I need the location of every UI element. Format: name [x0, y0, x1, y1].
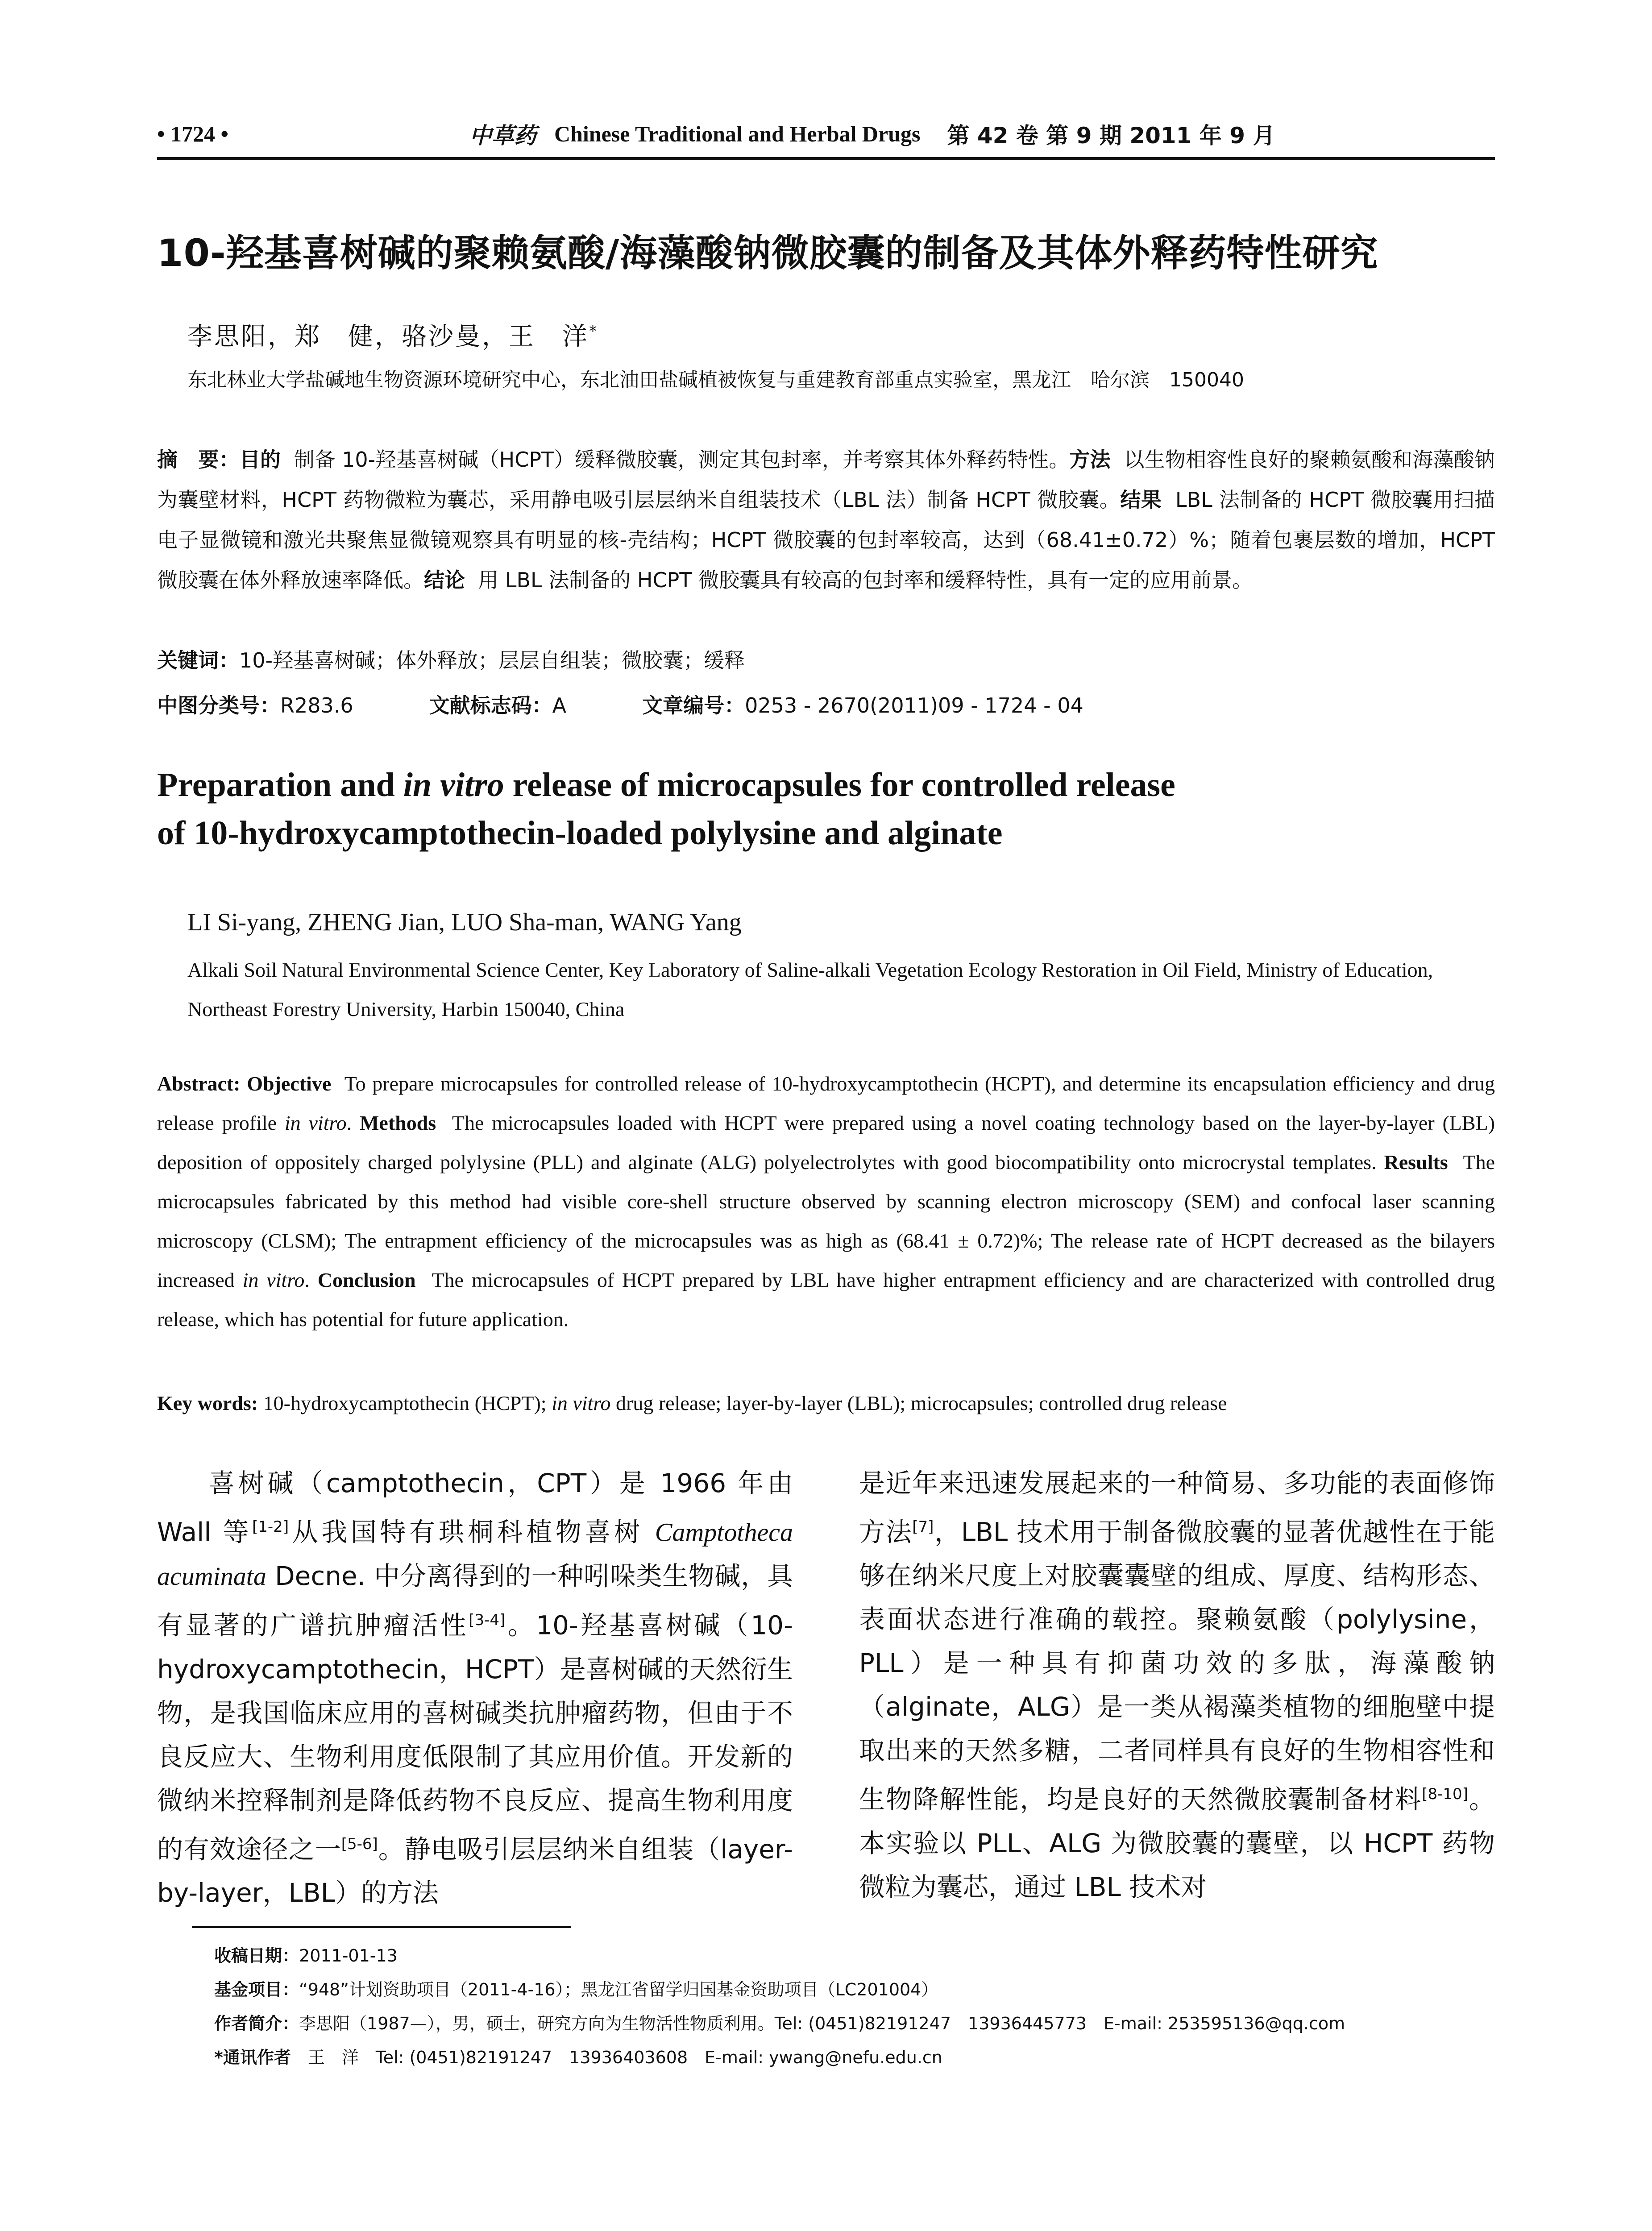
english-abstract	[157, 1064, 1495, 1339]
footnote-rule	[192, 1926, 571, 1928]
footnote-bio	[214, 2007, 1495, 2040]
keywords-label: Key words:	[157, 1392, 258, 1414]
article-value: 0253 - 2670(2011)09 - 1724 - 04	[745, 693, 1083, 717]
issue-info: 第 42 卷 第 9 期 2011 年 9 月	[947, 123, 1275, 149]
chinese-affiliation: 东北林业大学盐碱地生物资源环境研究中心，东北油田盐碱植被恢复与重建教育部重点实验室，黑龙江 哈尔滨 150040	[187, 369, 1244, 391]
citation-ref: [1-2]	[252, 1518, 289, 1536]
results-text-cn: LBL 法制备的 HCPT 微胶囊用扫描电子显微镜和激光共聚焦显微镜观察具有明显的核-壳结构；HCPT 微胶囊的包封率较高，达到（68.41±0.72）%；随着包裹层数的增加，HCPT 微胶囊在体外释放速率降低。	[157, 488, 1495, 592]
keywords-part1: 10-hydroxycamptothecin (HCPT);	[258, 1392, 552, 1414]
methods-text-cn: 以生物相容性良好的聚赖氨酸和海藻酸钠为囊壁材料，HCPT 药物微粒为囊芯，采用静电吸引层层纳米自组装技术（LBL 法）制备 HCPT 微胶囊。	[157, 448, 1495, 512]
bio-text: 李思阳（1987—），男，硕士，研究方向为生物活性物质利用。Tel: (0451)82191247 13936445773 E-mail: 253595136@qq.com	[299, 2014, 1345, 2033]
chinese-keywords	[157, 640, 1495, 680]
english-title-line2: of 10-hydroxycamptothecin-loaded polylysine and alginate	[157, 814, 1003, 852]
body-left-text-4: 。10-羟基喜树碱（10-hydroxycamptothecin，HCPT）是喜树碱的天然衍生物，是我国临床应用的喜树碱类抗肿瘤药物，但由于不良反应大、生物利用度低限制了其应用价值。开发新的微纳米控释制剂是降低药物不良反应、提高生物利用度的有效途径之一	[157, 1610, 793, 1864]
objective-text: To prepare microcapsules for controlled release of 10-hydroxycamptothecin (HCPT), and determine its encapsulation efficiency and drug release profile	[157, 1072, 1495, 1134]
methods-label: Methods	[359, 1111, 436, 1134]
english-keywords	[157, 1391, 1495, 1415]
body-column-left	[157, 1461, 793, 1915]
english-title-italic: in vitro	[403, 766, 504, 804]
header-rule	[157, 157, 1495, 160]
body-left-text-3: Decne. 中分离得到的一种吲哚类生物碱，具有显著的广谱抗肿瘤活性	[157, 1561, 793, 1641]
conclusion-label: Conclusion	[317, 1269, 416, 1291]
species-name: Camptotheca acuminata	[157, 1518, 793, 1591]
body-left-text-1: 喜树碱（camptothecin，CPT）是 1966 年由 Wall 等	[157, 1468, 793, 1547]
abstract-label-cn: 摘 要：	[157, 448, 240, 472]
body-left-text-5: 。静电吸引层层纳米自组装（layer-by-layer，LBL）的方法	[157, 1833, 793, 1908]
fund-label: 基金项目：	[214, 1980, 299, 1999]
corresponding-label: *通讯作者	[214, 2048, 291, 2067]
body-right-text-2: ，LBL 技术用于制备微胶囊的显著优越性在于能够在纳米尺度上对胶囊囊壁的组成、厚度、结构形态、表面状态进行准确的载控。聚赖氨酸（polylysine，PLL）是一种具有抑菌功效的多肽，海藻酸钠（alginate，ALG）是一类从褐藻类植物的细胞壁中提取出来的天然多糖，二者同样具有良好的生物相容性和生物降解性能，均是良好的天然微胶囊制备材料	[859, 1517, 1495, 1815]
fund-text: “948”计划资助项目（2011-4-16）；黑龙江省留学归国基金资助项目（LC201004）	[299, 1980, 938, 1999]
citation-ref: [5-6]	[341, 1835, 378, 1853]
keywords-italic: in vitro	[552, 1392, 611, 1414]
received-label: 收稿日期：	[214, 1946, 299, 1966]
classification-line	[157, 689, 1495, 719]
results-text: The microcapsules fabricated by this method had visible core-shell structure observed by scanning electron microscopy (SEM) and confocal laser scanning microscopy (CLSM); The entrapment efficiency of the microcapsules was as high as (68.41 ± 0.72)%; The release rate of HCPT decreased as the bilayers increased	[157, 1151, 1495, 1291]
keywords-text-cn: 10-羟基喜树碱；体外释放；层层自组装；微胶囊；缓释	[239, 648, 745, 672]
citation-ref: [8-10]	[1422, 1785, 1468, 1804]
doc-value: A	[552, 693, 567, 717]
english-title-part1: Preparation and	[157, 766, 403, 804]
body-left-text-2: 从我国特有珙桐科植物喜树	[289, 1517, 655, 1547]
page-number: • 1724 •	[157, 121, 229, 146]
chinese-abstract	[157, 440, 1495, 600]
abstract-objective-label: Abstract: Objective	[157, 1072, 332, 1095]
keywords-part2: drug release; layer-by-layer (LBL); microcapsules; controlled drug release	[610, 1392, 1227, 1414]
methods-text: The microcapsules loaded with HCPT were prepared using a novel coating technology based on the layer-by-layer (LBL) deposition of oppositely charged polylysine (PLL) and alginate (ALG) polyelectrolytes with good biocompatibility onto microcrystal templates.	[157, 1111, 1495, 1174]
objective-italic: in vitro	[284, 1111, 347, 1134]
citation-ref: [7]	[912, 1518, 934, 1536]
conclusion-text-cn: 用 LBL 法制备的 HCPT 微胶囊具有较高的包封率和缓释特性，具有一定的应用前景。	[478, 568, 1253, 592]
results-label: Results	[1384, 1151, 1448, 1174]
english-authors: LI Si-yang, ZHENG Jian, LUO Sha-man, WANG Yang	[187, 908, 742, 936]
footnote-fund	[214, 1973, 1495, 2007]
conclusion-label-cn: 结论	[424, 568, 465, 592]
chinese-title: 10-羟基喜树碱的聚赖氨酸/海藻酸钠微胶囊的制备及其体外释药特性研究	[157, 231, 1378, 275]
footnotes	[214, 1939, 1495, 2074]
doc-label: 文献标志码：	[429, 693, 552, 717]
journal-name-en: Chinese Traditional and Herbal Drugs	[554, 121, 921, 146]
body-right-text-1: 是近年来迅速发展起来的一种简易、多功能的表面修饰方法	[859, 1468, 1495, 1547]
english-title	[157, 761, 1495, 857]
clc-number	[157, 689, 353, 719]
english-title-part2: release of microcapsules for controlled release	[504, 766, 1175, 804]
objective-end: .	[346, 1111, 352, 1134]
corresponding-mark: *	[589, 322, 598, 340]
author-list-cn: 李思阳，郑 健，骆沙曼，王 洋	[187, 322, 589, 351]
results-end: .	[304, 1269, 310, 1291]
corresponding-text: 王 洋 Tel: (0451)82191247 13936403608 E-mail: ywang@nefu.edu.cn	[291, 2048, 942, 2067]
clc-value: R283.6	[280, 693, 353, 717]
footnote-corresponding	[214, 2040, 1495, 2074]
conclusion-text: The microcapsules of HCPT prepared by LBL have higher entrapment efficiency and are characterized with controlled drug release, which has potential for future application.	[157, 1269, 1495, 1331]
results-italic: in vitro	[242, 1269, 305, 1291]
objective-label-cn: 目的	[239, 448, 281, 472]
article-label: 文章编号：	[642, 693, 745, 717]
journal-name-cn: 中草药	[469, 123, 536, 149]
objective-text-cn: 制备 10-羟基喜树碱（HCPT）缓释微胶囊，测定其包封率，并考察其体外释药特性。	[294, 448, 1070, 472]
document-code	[429, 689, 566, 719]
article-number	[642, 689, 1083, 719]
english-affiliation: Alkali Soil Natural Environmental Science Center, Key Laboratory of Saline-alkali Vegetation Ecology Restoration in Oil Field, Ministry of Education, Northeast Forestry University, Harbin 150040, China	[187, 958, 1433, 1020]
results-label-cn: 结果	[1120, 488, 1162, 512]
body-column-right	[859, 1461, 1495, 1909]
keywords-label-cn: 关键词：	[157, 648, 239, 672]
citation-ref: [3-4]	[469, 1611, 506, 1630]
footnote-received	[214, 1939, 1495, 1973]
received-date: 2011-01-13	[299, 1946, 398, 1966]
running-head	[157, 112, 1495, 156]
clc-label: 中图分类号：	[157, 693, 280, 717]
chinese-authors	[187, 317, 598, 352]
methods-label-cn: 方法	[1069, 448, 1111, 472]
bio-label: 作者简介：	[214, 2014, 299, 2033]
body-right-text-3: 。本实验以 PLL、ALG 为微胶囊的囊壁，以 HCPT 药物微粒为囊芯，通过 LBL 技术对	[859, 1784, 1495, 1902]
